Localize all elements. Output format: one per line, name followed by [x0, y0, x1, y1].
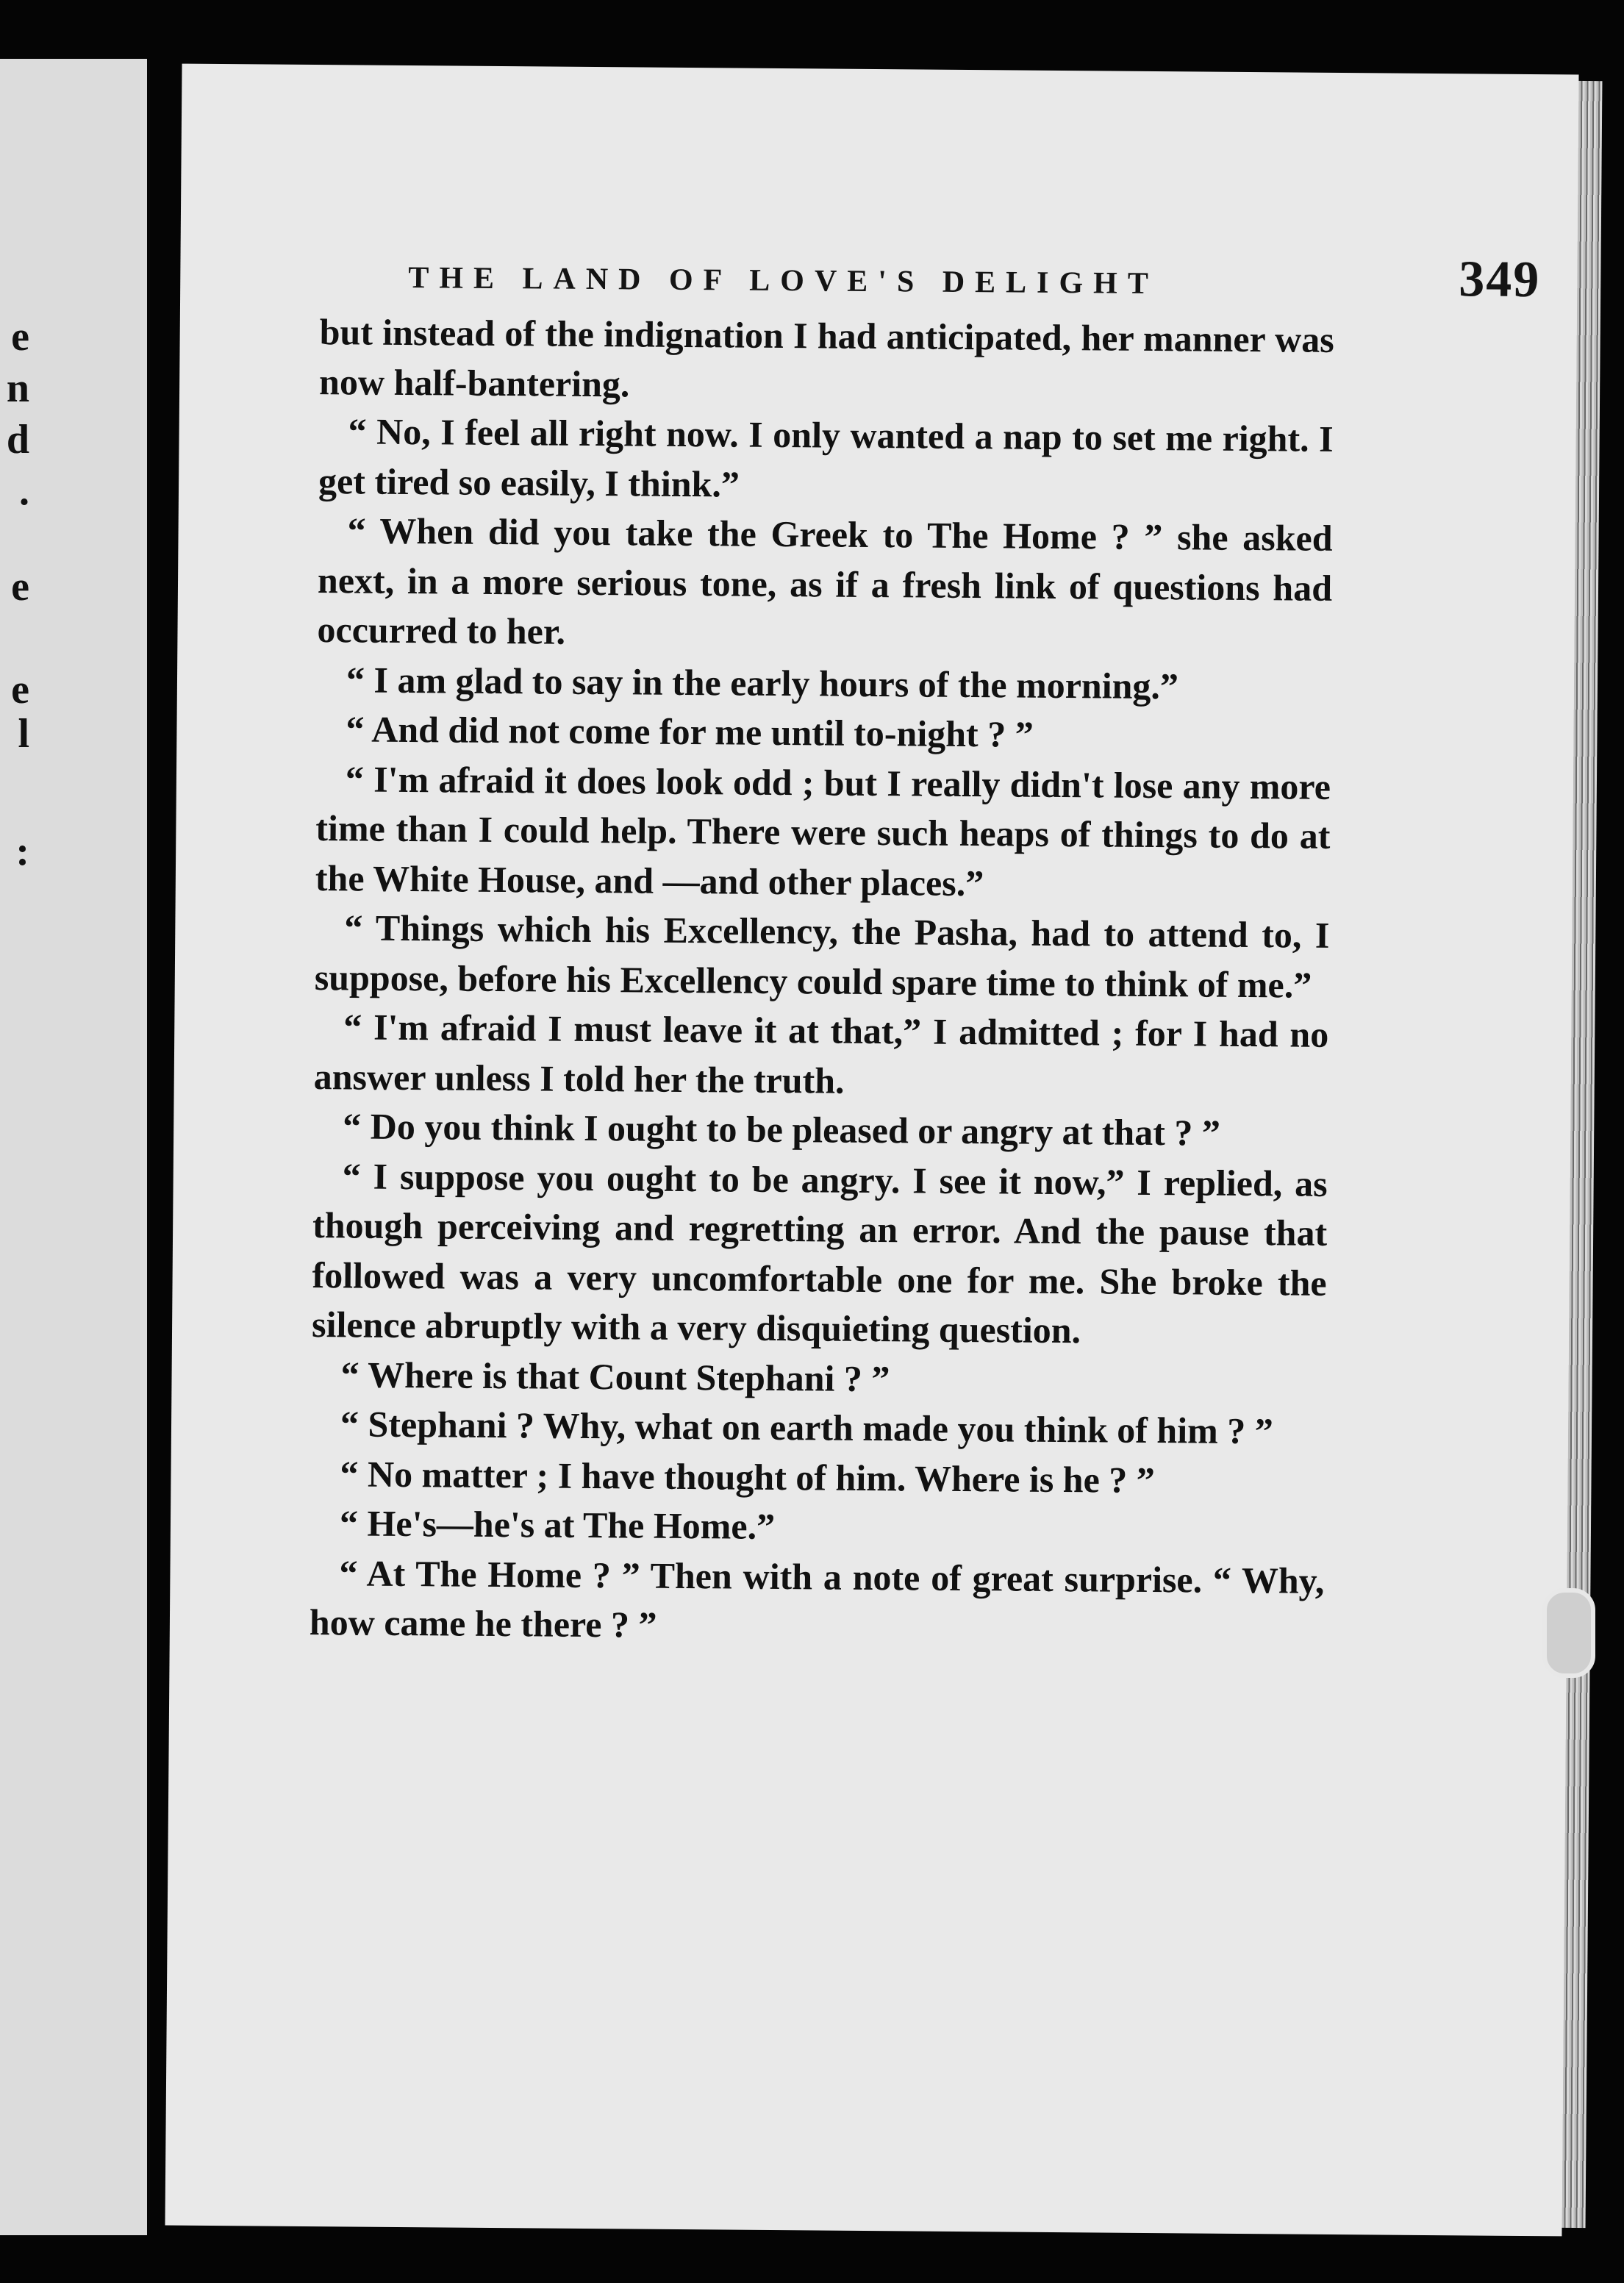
paragraph: “ Stephani ? Why, what on earth made you think of him ? ”: [340, 1403, 1273, 1452]
paragraph: “ When did you take the Greek to The Home ? ” she asked next, in a more serious tone, as if a fresh link of questions had occurred to her.: [317, 510, 1333, 652]
paragraph: “ At The Home ? ” Then with a note of great surprise. “ Why, how came he there ? ”: [309, 1551, 1325, 1646]
paragraph: “ Things which his Excellency, the Pasha, had to attend to, I suppose, before his Excellency could spare time to think of me.”: [314, 907, 1330, 1006]
paragraph: “ I'm afraid it does look odd ; but I really didn't lose any more time than I could help. There were such heaps of things to do at the White House, and —and other places.”: [315, 757, 1331, 904]
paragraph: “ I am glad to say in the early hours of the morning.”: [346, 658, 1179, 707]
left-page-fragment: e: [11, 564, 29, 610]
paragraph: but instead of the indignation I had anticipated, her manner was now half-bantering.: [318, 311, 1334, 404]
page-header: [408, 242, 1541, 310]
left-page-fragment: d: [6, 417, 29, 462]
paragraph: “ No matter ; I have thought of him. Where is he ? ”: [340, 1452, 1156, 1501]
paragraph: “ Do you think I ought to be pleased or angry at that ? ”: [343, 1105, 1221, 1154]
binding-clip: [1542, 1588, 1595, 1678]
left-page-fragment: .: [19, 468, 29, 514]
left-page-fragment: e: [11, 314, 29, 360]
left-page-fragment: l: [18, 711, 29, 757]
page-number: 349: [1459, 251, 1541, 309]
left-page-fragment: :: [15, 829, 29, 874]
left-page-fragment: e: [11, 667, 29, 712]
paragraph: “ Where is that Count Stephani ? ”: [340, 1353, 890, 1399]
paragraph: “ I'm afraid I must leave it at that,” I admitted ; for I had no answer unless I told her the truth.: [313, 1006, 1329, 1101]
body-text: [310, 307, 1334, 1655]
left-page-fragment: n: [6, 365, 29, 411]
paragraph: “ No, I feel all right now. I only wanted a nap to set me right. I get tired so easily, I think.”: [318, 410, 1334, 505]
paragraph: “ He's—he's at The Home.”: [339, 1502, 776, 1547]
left-facing-page: [0, 59, 147, 2235]
paragraph: “ And did not come for me until to-night ? ”: [346, 708, 1034, 755]
book-page: [165, 64, 1578, 2237]
paragraph: “ I suppose you ought to be angry. I see it now,” I replied, as though perceiving and regretting an error. And the pause that followed was a very uncomfortable one for me. She broke the silence abruptly with a very disquieting question.: [311, 1154, 1328, 1351]
running-head: THE LAND OF LOVE'S DELIGHT: [408, 261, 1159, 301]
